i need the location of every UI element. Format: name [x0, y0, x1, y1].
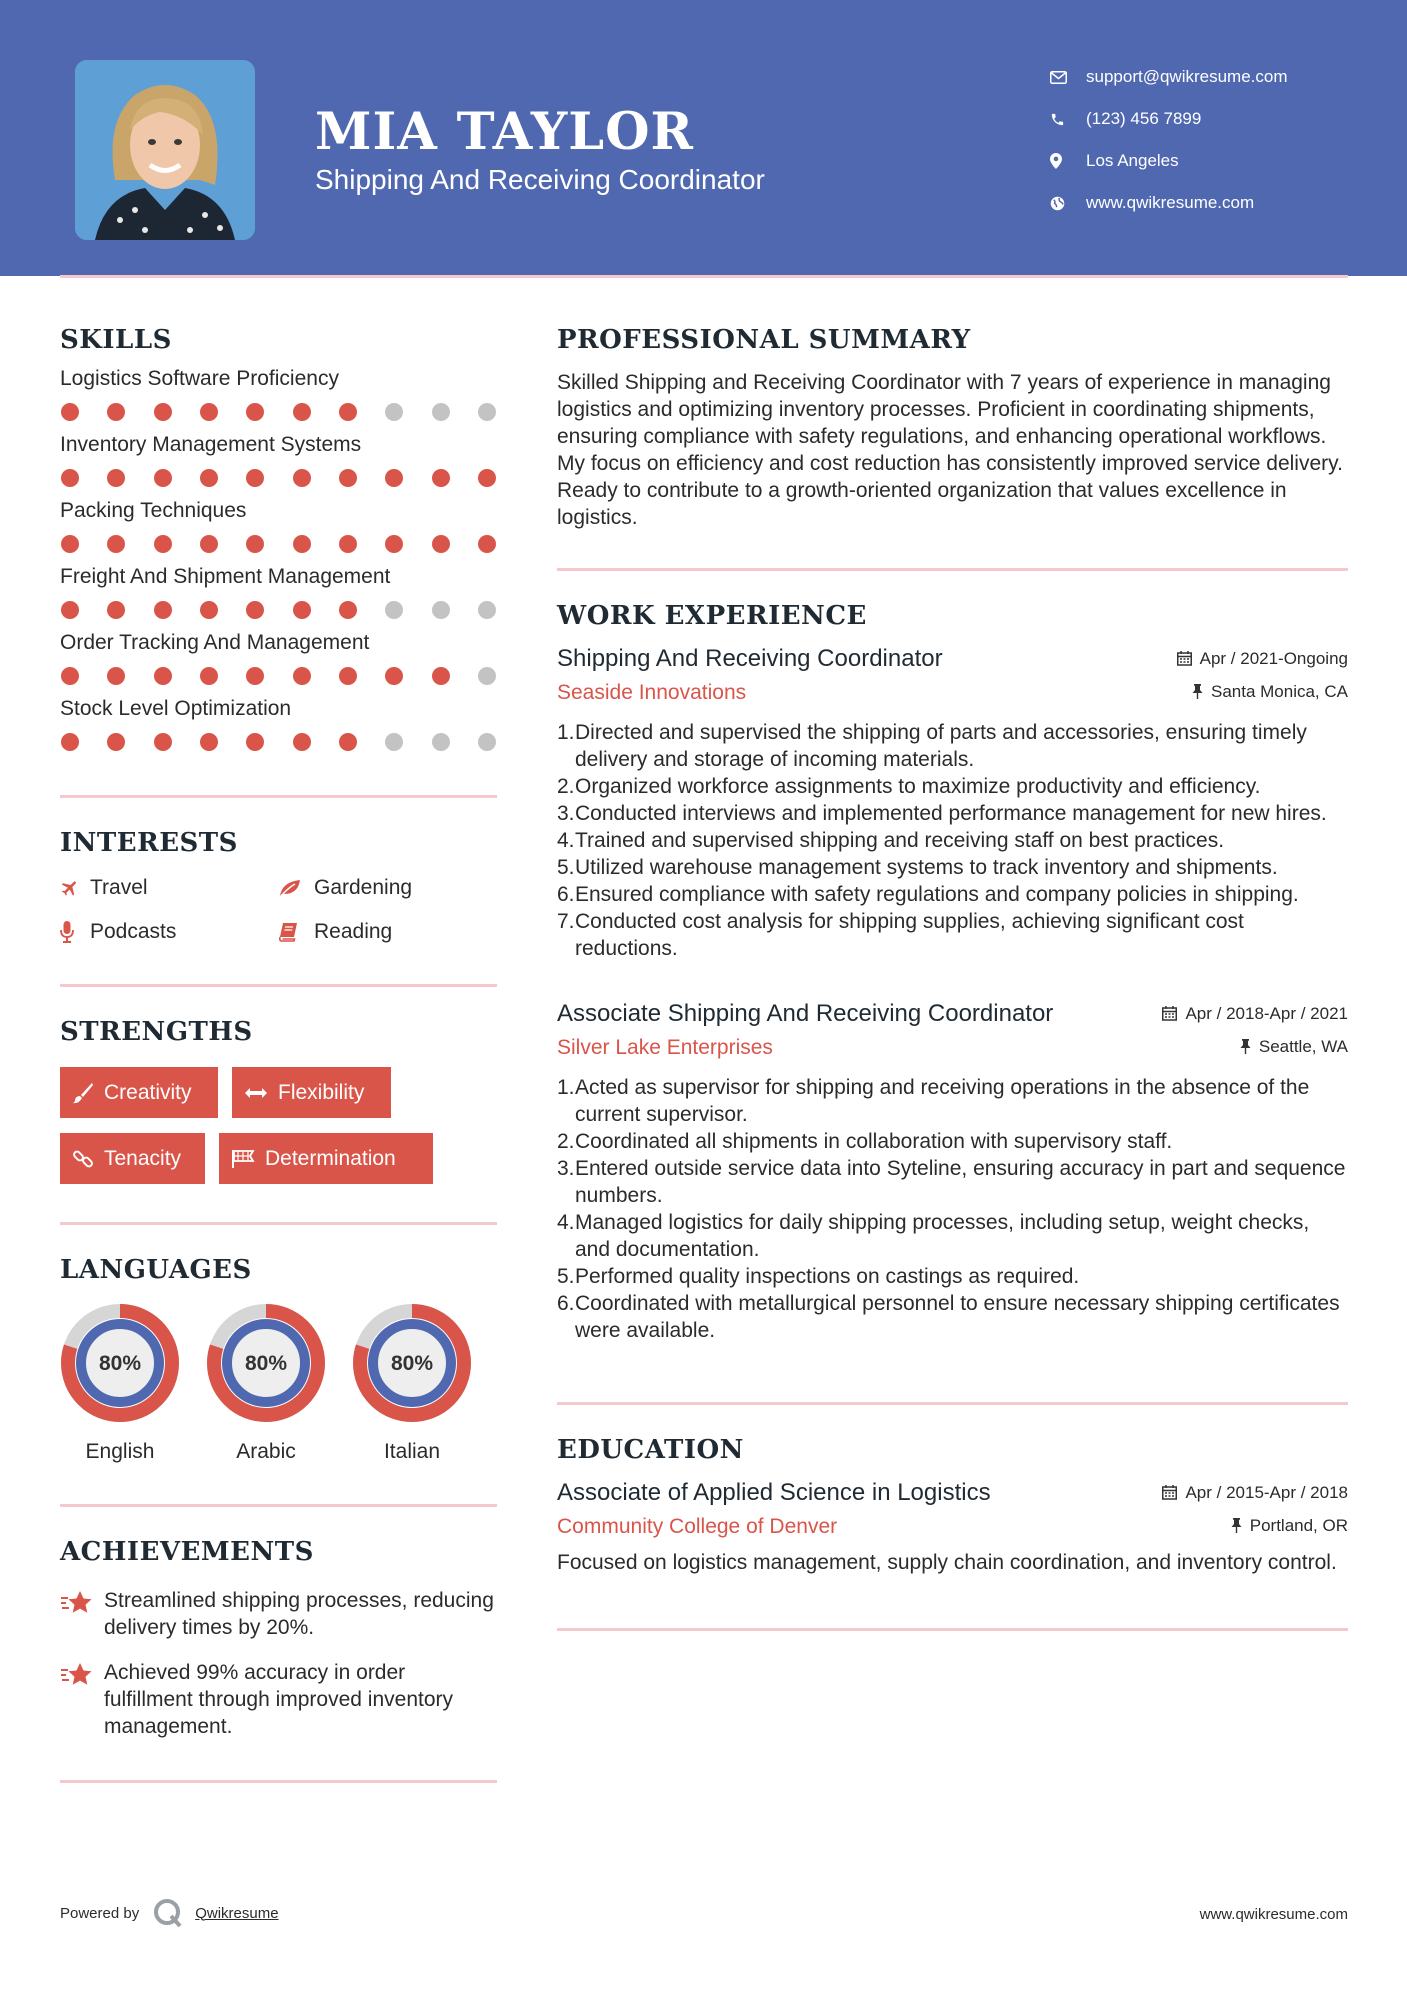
book-icon	[278, 922, 314, 942]
education-date	[1162, 1483, 1348, 1503]
strength-tag	[60, 1133, 205, 1184]
summary-section	[557, 325, 1348, 531]
skill-name: Stock Level Optimization	[60, 697, 292, 720]
header-divider	[60, 275, 1348, 278]
rating-dot-filled	[246, 535, 264, 553]
rating-dot-filled	[200, 469, 218, 487]
rating-dot-filled	[200, 535, 218, 553]
strengths-section	[60, 1017, 497, 1184]
duty-item	[557, 1209, 1348, 1263]
qwikresume-link[interactable]: Qwikresume	[195, 1904, 279, 1922]
rating-dot-empty	[432, 403, 450, 421]
company-name: Seaside Innovations	[557, 681, 747, 704]
section-divider	[60, 984, 497, 987]
skills-title: SKILLS	[60, 325, 172, 355]
interest-item	[278, 920, 496, 944]
school-name: Community College of Denver	[557, 1515, 838, 1538]
duty-number: 6.	[557, 1292, 575, 1315]
skill-item	[60, 565, 497, 619]
skill-name: Packing Techniques	[60, 499, 247, 522]
rating-dot-filled	[154, 403, 172, 421]
contact-email-text: support@qwikresume.com	[1086, 67, 1288, 86]
contact-phone[interactable]	[1050, 98, 1288, 140]
duty-text: Entered outside service data into Syteline, ensuring accuracy in part and sequence numbers.	[575, 1157, 1346, 1207]
duty-text: Organized workforce assignments to maximize productivity and efficiency.	[575, 775, 1261, 798]
interest-label: Gardening	[314, 876, 413, 899]
job-entry	[557, 645, 1348, 962]
rating-dot-empty	[478, 667, 496, 685]
interest-label: Reading	[314, 920, 393, 943]
duty-number: 1.	[557, 721, 575, 744]
strengths-title: STRENGTHS	[60, 1017, 253, 1047]
qwikresume-logo-icon	[153, 1898, 183, 1928]
duty-text: Coordinated all shipments in collaboration with supervisory staff.	[575, 1130, 1173, 1153]
rating-dot-filled	[61, 733, 79, 751]
leaf-icon	[278, 878, 314, 898]
languages-section	[60, 1255, 497, 1464]
calendar-icon	[1177, 651, 1192, 666]
duty-text: Performed quality inspections on castings as required.	[575, 1265, 1080, 1288]
pushpin-icon	[1240, 1039, 1251, 1054]
rating-dot-filled	[293, 667, 311, 685]
rating-dot-filled	[339, 667, 357, 685]
rating-dot-filled	[339, 535, 357, 553]
duty-item	[557, 719, 1348, 773]
strength-label: Tenacity	[104, 1146, 182, 1170]
rating-dot-filled	[154, 469, 172, 487]
candidate-title: Shipping And Receiving Coordinator	[315, 164, 765, 195]
skills-list	[60, 367, 497, 751]
strength-tag	[219, 1133, 433, 1184]
plane-icon	[60, 878, 90, 898]
language-item	[352, 1303, 472, 1464]
pushpin-icon	[1231, 1518, 1242, 1533]
rating-dot-filled	[385, 535, 403, 553]
strength-tag	[60, 1067, 218, 1118]
link-icon	[72, 1148, 94, 1170]
section-divider	[557, 1402, 1348, 1405]
achievement-item	[60, 1659, 497, 1740]
job-header	[557, 1000, 1348, 1028]
arrows-icon	[244, 1086, 268, 1100]
footer-powered-by	[60, 1898, 279, 1928]
interest-item	[60, 920, 278, 944]
job-location	[1192, 682, 1348, 702]
rating-dot-empty	[385, 601, 403, 619]
strength-label: Flexibility	[278, 1080, 365, 1104]
rating-dot-filled	[61, 601, 79, 619]
education-location	[1231, 1516, 1348, 1536]
right-column	[557, 300, 1348, 1631]
brush-icon	[72, 1082, 94, 1104]
duty-number: 3.	[557, 802, 575, 825]
degree-title: Associate of Applied Science in Logistics	[557, 1479, 991, 1506]
job-title: Shipping And Receiving Coordinator	[557, 645, 943, 672]
calendar-icon	[1162, 1006, 1177, 1021]
rating-dot-filled	[246, 403, 264, 421]
left-column	[60, 300, 497, 1783]
duty-number: 3.	[557, 1157, 575, 1180]
achievements-title: ACHIEVEMENTS	[60, 1537, 314, 1567]
skill-rating	[60, 601, 497, 619]
strengths-list	[60, 1067, 497, 1184]
interests-section	[60, 828, 497, 944]
duty-number: 4.	[557, 829, 575, 852]
rating-dot-filled	[339, 601, 357, 619]
job-title: Associate Shipping And Receiving Coordinator	[557, 1000, 1054, 1027]
rating-dot-filled	[339, 733, 357, 751]
contact-website[interactable]	[1050, 182, 1288, 224]
skill-rating	[60, 733, 497, 751]
experience-section	[557, 601, 1348, 1344]
skills-section	[60, 325, 497, 751]
company-name: Silver Lake Enterprises	[557, 1036, 773, 1059]
rating-dot-filled	[432, 535, 450, 553]
duty-number: 1.	[557, 1076, 575, 1099]
rating-dot-filled	[293, 403, 311, 421]
skill-name: Logistics Software Proficiency	[60, 367, 339, 390]
duty-text: Managed logistics for daily shipping processes, including setup, weight checks, and documentation.	[575, 1211, 1310, 1261]
interest-label: Travel	[90, 876, 148, 899]
job-location-text: Santa Monica, CA	[1210, 681, 1348, 701]
rating-dot-filled	[339, 403, 357, 421]
skill-item	[60, 499, 497, 553]
strength-tag	[232, 1067, 391, 1118]
duty-number: 2.	[557, 1130, 575, 1153]
duty-text: Utilized warehouse management systems to track inventory and shipments.	[575, 856, 1278, 879]
language-label: Italian	[383, 1440, 441, 1463]
section-divider	[60, 1504, 497, 1507]
job-header	[557, 645, 1348, 673]
rating-dot-empty	[385, 403, 403, 421]
envelope-icon	[1050, 71, 1086, 84]
achievement-text: Achieved 99% accuracy in order fulfillment through improved inventory management.	[104, 1661, 454, 1738]
contact-location-text: Los Angeles	[1086, 151, 1179, 170]
rating-dot-filled	[200, 403, 218, 421]
languages-title: LANGUAGES	[60, 1255, 252, 1285]
achievements-section	[60, 1537, 497, 1740]
skill-name: Freight And Shipment Management	[60, 565, 391, 588]
duty-text: Conducted interviews and implemented performance management for new hires.	[575, 802, 1327, 825]
rating-dot-filled	[200, 667, 218, 685]
duty-number: 5.	[557, 1265, 575, 1288]
skill-item	[60, 367, 497, 421]
map-pin-icon	[1050, 153, 1086, 169]
section-divider	[60, 1780, 497, 1783]
duty-text: Coordinated with metallurgical personnel to ensure necessary shipping certificates were available.	[575, 1292, 1340, 1342]
education-header	[557, 1479, 1348, 1507]
rating-dot-filled	[339, 469, 357, 487]
summary-title: PROFESSIONAL SUMMARY	[557, 325, 971, 355]
education-date-text: Apr / 2015-Apr / 2018	[1185, 1482, 1348, 1502]
duties-list	[557, 1074, 1348, 1344]
rating-dot-filled	[107, 601, 125, 619]
section-divider	[557, 1628, 1348, 1631]
rating-dot-filled	[478, 469, 496, 487]
duties-list	[557, 719, 1348, 962]
job-location	[1240, 1037, 1348, 1057]
rating-dot-empty	[385, 733, 403, 751]
duty-text: Directed and supervised the shipping of parts and accessories, ensuring timely delivery and storage of incoming materials.	[575, 721, 1307, 771]
duty-item	[557, 800, 1348, 827]
microphone-icon	[60, 921, 90, 943]
rating-dot-filled	[246, 601, 264, 619]
rating-dot-filled	[107, 733, 125, 751]
interest-item	[278, 876, 496, 900]
strength-label: Determination	[265, 1146, 396, 1170]
resume-header	[0, 0, 1407, 276]
contact-phone-text: (123) 456 7899	[1086, 109, 1202, 128]
rating-dot-empty	[478, 733, 496, 751]
pushpin-icon	[1192, 684, 1203, 699]
rating-dot-empty	[478, 403, 496, 421]
duty-number: 7.	[557, 910, 575, 933]
candidate-name: MIA TAYLOR	[315, 102, 694, 162]
language-percent: 80%	[244, 1352, 288, 1375]
skill-item	[60, 697, 497, 751]
language-ring	[206, 1303, 326, 1423]
rating-dot-filled	[61, 667, 79, 685]
skill-rating	[60, 469, 497, 487]
rating-dot-filled	[200, 733, 218, 751]
skill-name: Order Tracking And Management	[60, 631, 370, 654]
job-date	[1162, 1004, 1348, 1024]
rating-dot-filled	[432, 667, 450, 685]
rating-dot-filled	[385, 667, 403, 685]
rating-dot-filled	[293, 601, 311, 619]
experience-title: WORK EXPERIENCE	[557, 601, 867, 631]
education-description: Focused on logistics management, supply chain coordination, and inventory control.	[557, 1551, 1337, 1574]
duty-item	[557, 1155, 1348, 1209]
powered-by-label: Powered by	[60, 1904, 140, 1922]
rating-dot-empty	[432, 601, 450, 619]
duty-number: 6.	[557, 883, 575, 906]
contact-list	[1050, 56, 1288, 224]
skill-name: Inventory Management Systems	[60, 433, 362, 456]
rating-dot-filled	[293, 733, 311, 751]
skill-rating	[60, 667, 497, 685]
language-label: Arabic	[236, 1440, 296, 1463]
rating-dot-empty	[478, 601, 496, 619]
rating-dot-filled	[246, 733, 264, 751]
job-date	[1177, 649, 1348, 669]
language-item	[206, 1303, 326, 1464]
language-percent: 80%	[390, 1352, 434, 1375]
skill-rating	[60, 403, 497, 421]
skill-item	[60, 631, 497, 685]
language-item	[60, 1303, 180, 1464]
achievement-text: Streamlined shipping processes, reducing delivery times by 20%.	[104, 1589, 494, 1639]
skill-rating	[60, 535, 497, 553]
duty-item	[557, 1074, 1348, 1128]
language-ring	[352, 1303, 472, 1423]
duty-item	[557, 1128, 1348, 1155]
skill-item	[60, 433, 497, 487]
interest-label: Podcasts	[90, 920, 177, 943]
duty-text: Acted as supervisor for shipping and receiving operations in the absence of the current supervisor.	[575, 1076, 1310, 1126]
duty-text: Trained and supervised shipping and receiving staff on best practices.	[575, 829, 1225, 852]
rating-dot-filled	[61, 469, 79, 487]
interests-title: INTERESTS	[60, 828, 238, 858]
rating-dot-filled	[246, 667, 264, 685]
jobs-list	[557, 645, 1348, 1344]
rating-dot-filled	[246, 469, 264, 487]
rating-dot-filled	[154, 601, 172, 619]
contact-website-text: www.qwikresume.com	[1086, 193, 1255, 212]
duty-item	[557, 1290, 1348, 1344]
language-ring	[60, 1303, 180, 1423]
rating-dot-filled	[107, 403, 125, 421]
job-date-text: Apr / 2021-Ongoing	[1199, 648, 1348, 668]
rating-dot-filled	[200, 601, 218, 619]
strength-label: Creativity	[104, 1080, 192, 1104]
section-divider	[60, 795, 497, 798]
flag-icon	[231, 1149, 255, 1169]
education-title: EDUCATION	[557, 1435, 744, 1465]
footer-website[interactable]: www.qwikresume.com	[1199, 1906, 1348, 1923]
summary-text: Skilled Shipping and Receiving Coordinator with 7 years of experience in managing logistics and optimizing inventory processes. Proficient in coordinating shipments, ensuring compliance with safety regulations, and enhancing operational workflows. My focus on efficiency and cost reduction has consistently improved service delivery. Ready to contribute to a growth-oriented organization that values excellence in logistics.	[557, 371, 1343, 529]
rating-dot-filled	[293, 469, 311, 487]
star-icon	[60, 1587, 104, 1641]
rating-dot-empty	[432, 733, 450, 751]
job-entry	[557, 1000, 1348, 1344]
rating-dot-filled	[61, 403, 79, 421]
education-location-text: Portland, OR	[1249, 1515, 1348, 1535]
rating-dot-filled	[107, 535, 125, 553]
contact-email[interactable]	[1050, 56, 1288, 98]
duty-item	[557, 881, 1348, 908]
duty-number: 4.	[557, 1211, 575, 1234]
rating-dot-filled	[154, 535, 172, 553]
rating-dot-filled	[154, 667, 172, 685]
language-percent: 80%	[98, 1352, 142, 1375]
duty-number: 5.	[557, 856, 575, 879]
duty-text: Ensured compliance with safety regulations and company policies in shipping.	[575, 883, 1299, 906]
rating-dot-filled	[107, 469, 125, 487]
achievement-item	[60, 1587, 497, 1641]
section-divider	[557, 568, 1348, 571]
duty-item	[557, 1263, 1348, 1290]
rating-dot-filled	[107, 667, 125, 685]
duty-text: Conducted cost analysis for shipping supplies, achieving significant cost reductions.	[575, 910, 1244, 960]
job-subheader	[557, 1036, 1348, 1060]
job-location-text: Seattle, WA	[1258, 1036, 1348, 1056]
rating-dot-filled	[478, 535, 496, 553]
duty-item	[557, 773, 1348, 800]
interest-item	[60, 876, 278, 900]
interests-list	[60, 876, 497, 944]
globe-icon	[1050, 196, 1086, 211]
calendar-icon	[1162, 1485, 1177, 1500]
job-subheader	[557, 681, 1348, 705]
education-section	[557, 1435, 1348, 1576]
phone-icon	[1050, 112, 1086, 127]
duty-item	[557, 827, 1348, 854]
rating-dot-filled	[385, 469, 403, 487]
languages-list	[60, 1303, 497, 1464]
language-label: English	[85, 1440, 155, 1463]
profile-photo	[75, 60, 255, 240]
education-subheader	[557, 1515, 1348, 1539]
duty-number: 2.	[557, 775, 575, 798]
contact-location	[1050, 140, 1288, 182]
section-divider	[60, 1222, 497, 1225]
duty-item	[557, 854, 1348, 881]
rating-dot-filled	[154, 733, 172, 751]
star-icon	[60, 1659, 104, 1740]
rating-dot-filled	[61, 535, 79, 553]
rating-dot-filled	[293, 535, 311, 553]
rating-dot-filled	[432, 469, 450, 487]
job-date-text: Apr / 2018-Apr / 2021	[1185, 1003, 1348, 1023]
duty-item	[557, 908, 1348, 962]
